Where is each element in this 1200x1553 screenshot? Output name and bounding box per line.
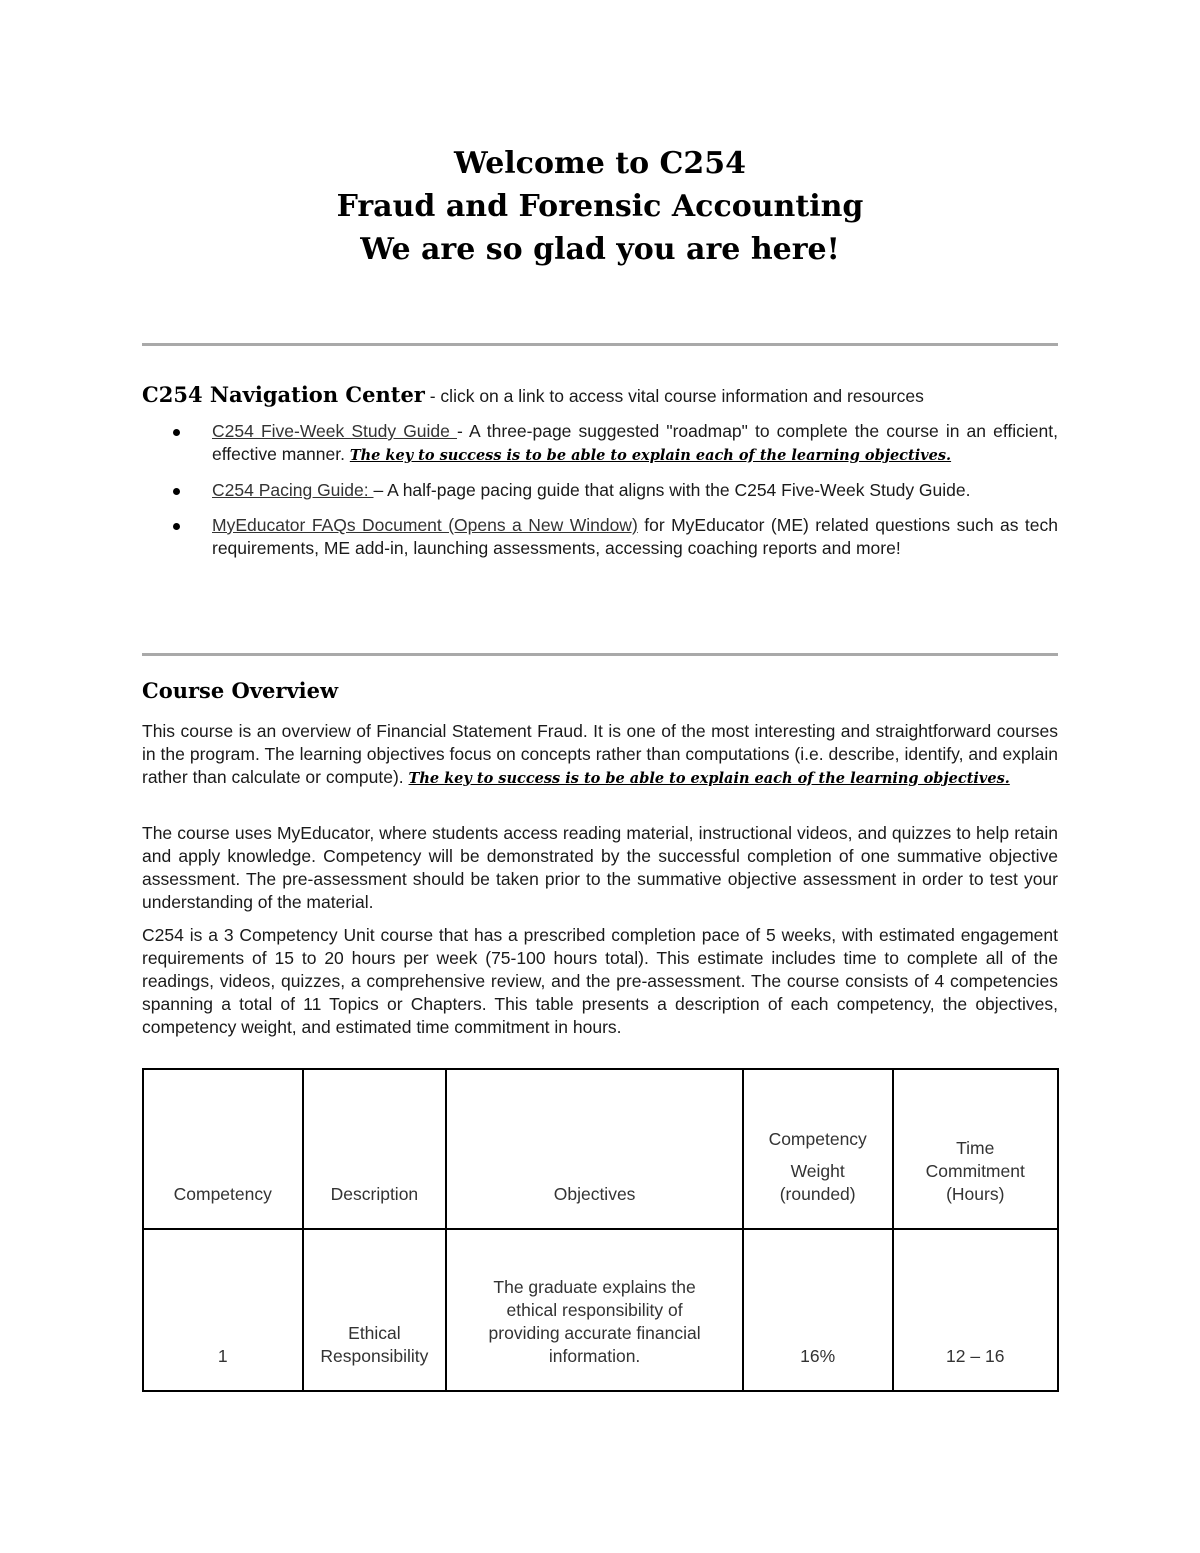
header-competency: Competency <box>143 1069 303 1229</box>
cell-objectives: The graduate explains the ethical responsibility of providing accurate financial information. <box>446 1229 743 1391</box>
pacing-guide-description: – A half-page pacing guide that aligns with the C254 Five-Week Study Guide. <box>373 480 971 500</box>
header-time-line-3: (Hours) <box>946 1184 1005 1204</box>
list-item <box>142 514 1058 560</box>
title-line-1: Welcome to C254 <box>453 146 747 181</box>
cell-description: Ethical Responsibility <box>303 1229 447 1391</box>
title-line-3: We are so glad you are here! <box>360 232 840 267</box>
table-header-row <box>143 1069 1058 1229</box>
study-guide-description: - A three-page suggested "roadmap" to complete the course in an efficient, effective manner. <box>212 421 1058 464</box>
bullet-icon <box>173 523 180 530</box>
key-to-success-note: The key to success is to be able to explain each of the learning objectives. <box>408 770 1010 787</box>
navigation-center-heading <box>142 380 1058 411</box>
header-weight-line-2: Weight <box>790 1161 845 1181</box>
header-time-commitment <box>893 1069 1059 1229</box>
cell-time-commitment: 12 – 16 <box>893 1229 1059 1391</box>
cell-weight: 16% <box>743 1229 893 1391</box>
overview-paragraph-1-text: This course is an overview of Financial Statement Fraud. It is one of the most interesting and straightforward courses in the program. The learning objectives focus on concepts rather than computations (i.e. describe, identify, and explain rather than calculate or compute). <box>142 721 1058 787</box>
myeducator-faqs-description: for MyEducator (ME) related questions such as tech requirements, ME add-in, launching assessments, accessing coaching reports and more! <box>212 515 1059 558</box>
overview-paragraph-2: The course uses MyEducator, where students access reading material, instructional videos, and quizzes to help retain and apply knowledge. Competency will be demonstrated by the successful completion of one summative objective assessment. The pre-assessment should be taken prior to the summative objective assessment in order to test your understanding of the material. <box>142 823 1058 912</box>
list-item <box>142 479 1058 502</box>
overview-paragraph-1 <box>142 720 1058 790</box>
header-weight <box>743 1069 893 1229</box>
navigation-center-subtitle: - click on a link to access vital course information and resources <box>424 386 924 406</box>
header-time-line-1: Time <box>956 1138 995 1158</box>
title-line-2: Fraud and Forensic Accounting <box>336 189 864 224</box>
navigation-center-title: C254 Navigation Center <box>142 382 425 407</box>
course-overview-heading: Course Overview <box>142 678 339 703</box>
page-title <box>142 142 1058 271</box>
pacing-guide-link[interactable]: C254 Pacing Guide: <box>212 480 374 500</box>
overview-paragraph-3: C254 is a 3 Competency Unit course that has a prescribed completion pace of 5 weeks, with estimated engagement requirements of 15 to 20 hours per week (75-100 hours total). This estimate includes time to complete all of the readings, videos, quizzes, a comprehensive review, and the pre-assessment. The course consists of 4 competencies spanning a total of 11 Topics or Chapters. This table presents a description of each competency, the objectives, competency weight, and estimated time commitment in hours. <box>142 925 1058 1037</box>
list-item <box>142 420 1058 467</box>
divider-top <box>142 343 1058 346</box>
key-to-success-note: The key to success is to be able to explain each of the learning objectives. <box>349 447 952 464</box>
bullet-icon <box>173 488 180 495</box>
table-row <box>143 1229 1058 1391</box>
bullet-icon <box>173 429 180 436</box>
competency-table <box>142 1068 1059 1392</box>
cell-competency: 1 <box>143 1229 303 1391</box>
divider-middle <box>142 653 1058 656</box>
study-guide-link[interactable]: C254 Five-Week Study Guide <box>212 421 457 441</box>
header-time-line-2: Commitment <box>925 1161 1025 1181</box>
header-objectives: Objectives <box>446 1069 743 1229</box>
header-description: Description <box>303 1069 447 1229</box>
header-weight-line-3: (rounded) <box>779 1184 856 1204</box>
navigation-link-list <box>142 420 1058 572</box>
myeducator-faqs-link[interactable]: MyEducator FAQs Document (Opens a New Window) <box>212 515 638 535</box>
header-weight-line-1: Competency <box>768 1129 867 1149</box>
